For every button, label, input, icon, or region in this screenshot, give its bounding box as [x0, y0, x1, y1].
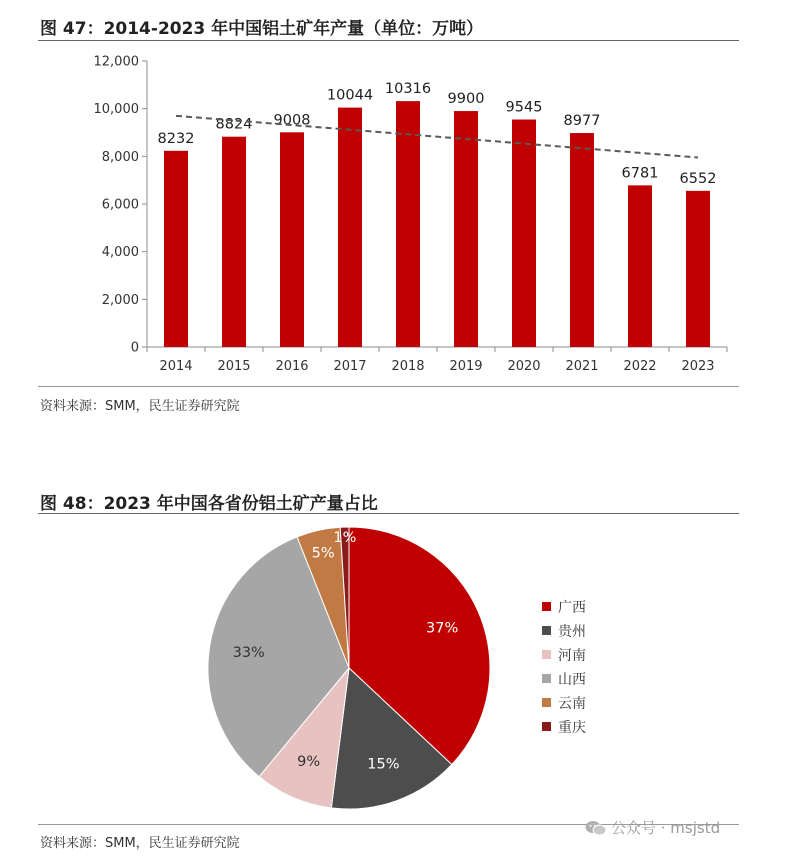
bar-2015 [222, 137, 246, 347]
watermark [585, 817, 720, 838]
figure1-bottom-rule [38, 386, 739, 387]
pie-label-云南: 5% [311, 545, 335, 562]
legend-swatch-贵州 [542, 626, 551, 635]
bar-2023 [686, 191, 710, 347]
trend-line [176, 116, 698, 158]
legend-label-河南: 河南 [558, 648, 586, 664]
x-tick-label-2014: 2014 [159, 359, 193, 374]
x-tick-label-2018: 2018 [391, 359, 425, 374]
legend-label-重庆: 重庆 [558, 720, 586, 736]
data-label-2017: 10044 [326, 87, 374, 104]
bar-2014 [164, 151, 188, 347]
bar-2020 [512, 120, 536, 347]
y-tick-label: 0 [130, 340, 139, 356]
legend-label-广西: 广西 [558, 600, 586, 616]
legend-label-山西: 山西 [558, 672, 586, 688]
data-label-2018: 10316 [384, 81, 432, 98]
data-label-2023: 6552 [679, 170, 717, 187]
legend-swatch-山西 [542, 674, 551, 683]
watermark-text: 公众号 · msjstd [611, 819, 721, 837]
data-label-2021: 8977 [563, 113, 601, 130]
legend-swatch-云南 [542, 698, 551, 707]
x-tick-label-2015: 2015 [217, 359, 251, 374]
bar-2021 [570, 133, 594, 347]
bar-2018 [396, 101, 420, 347]
figure2-title: 图 48：2023 年中国各省份铝土矿产量占比 [40, 494, 378, 514]
legend-label-云南: 云南 [558, 696, 586, 712]
wechat-icon [585, 820, 607, 836]
figure1-source: 资料来源：SMM，民生证券研究院 [40, 399, 240, 414]
pie-label-山西: 33% [232, 645, 265, 662]
bar-chart [0, 40, 803, 420]
pie-label-河南: 9% [297, 754, 321, 771]
bar-2022 [628, 185, 652, 347]
x-tick-label-2023: 2023 [681, 359, 715, 374]
pie-label-重庆: 1% [333, 529, 357, 546]
data-label-2020: 9545 [505, 99, 543, 116]
figure1-title: 图 47：2014-2023 年中国铝土矿年产量（单位：万吨） [40, 19, 484, 39]
data-label-2016: 9008 [273, 112, 311, 129]
data-label-2019: 9900 [447, 91, 485, 108]
x-tick-label-2021: 2021 [565, 359, 599, 374]
y-tick-label: 6,000 [101, 197, 139, 213]
bar-2017 [338, 108, 362, 347]
y-tick-label: 12,000 [93, 54, 139, 70]
x-tick-label-2017: 2017 [333, 359, 367, 374]
x-tick-label-2020: 2020 [507, 359, 541, 374]
legend-label-贵州: 贵州 [558, 624, 586, 640]
x-tick-label-2016: 2016 [275, 359, 309, 374]
data-label-2022: 6781 [621, 165, 659, 182]
legend-swatch-河南 [542, 650, 551, 659]
y-tick-label: 2,000 [101, 292, 139, 308]
y-tick-label: 4,000 [101, 245, 139, 261]
legend-swatch-重庆 [542, 722, 551, 731]
x-tick-label-2022: 2022 [623, 359, 657, 374]
figure2-source: 资料来源：SMM，民生证券研究院 [40, 836, 240, 851]
pie-chart [0, 514, 803, 824]
pie-label-广西: 37% [426, 620, 459, 637]
data-label-2014: 8232 [157, 130, 195, 147]
y-tick-label: 8,000 [101, 149, 139, 165]
bar-2016 [280, 132, 304, 347]
bar-2019 [454, 111, 478, 347]
pie-label-贵州: 15% [367, 756, 400, 773]
y-tick-label: 10,000 [93, 102, 139, 118]
legend-swatch-广西 [542, 602, 551, 611]
data-label-2015: 8824 [215, 116, 253, 133]
x-tick-label-2019: 2019 [449, 359, 483, 374]
